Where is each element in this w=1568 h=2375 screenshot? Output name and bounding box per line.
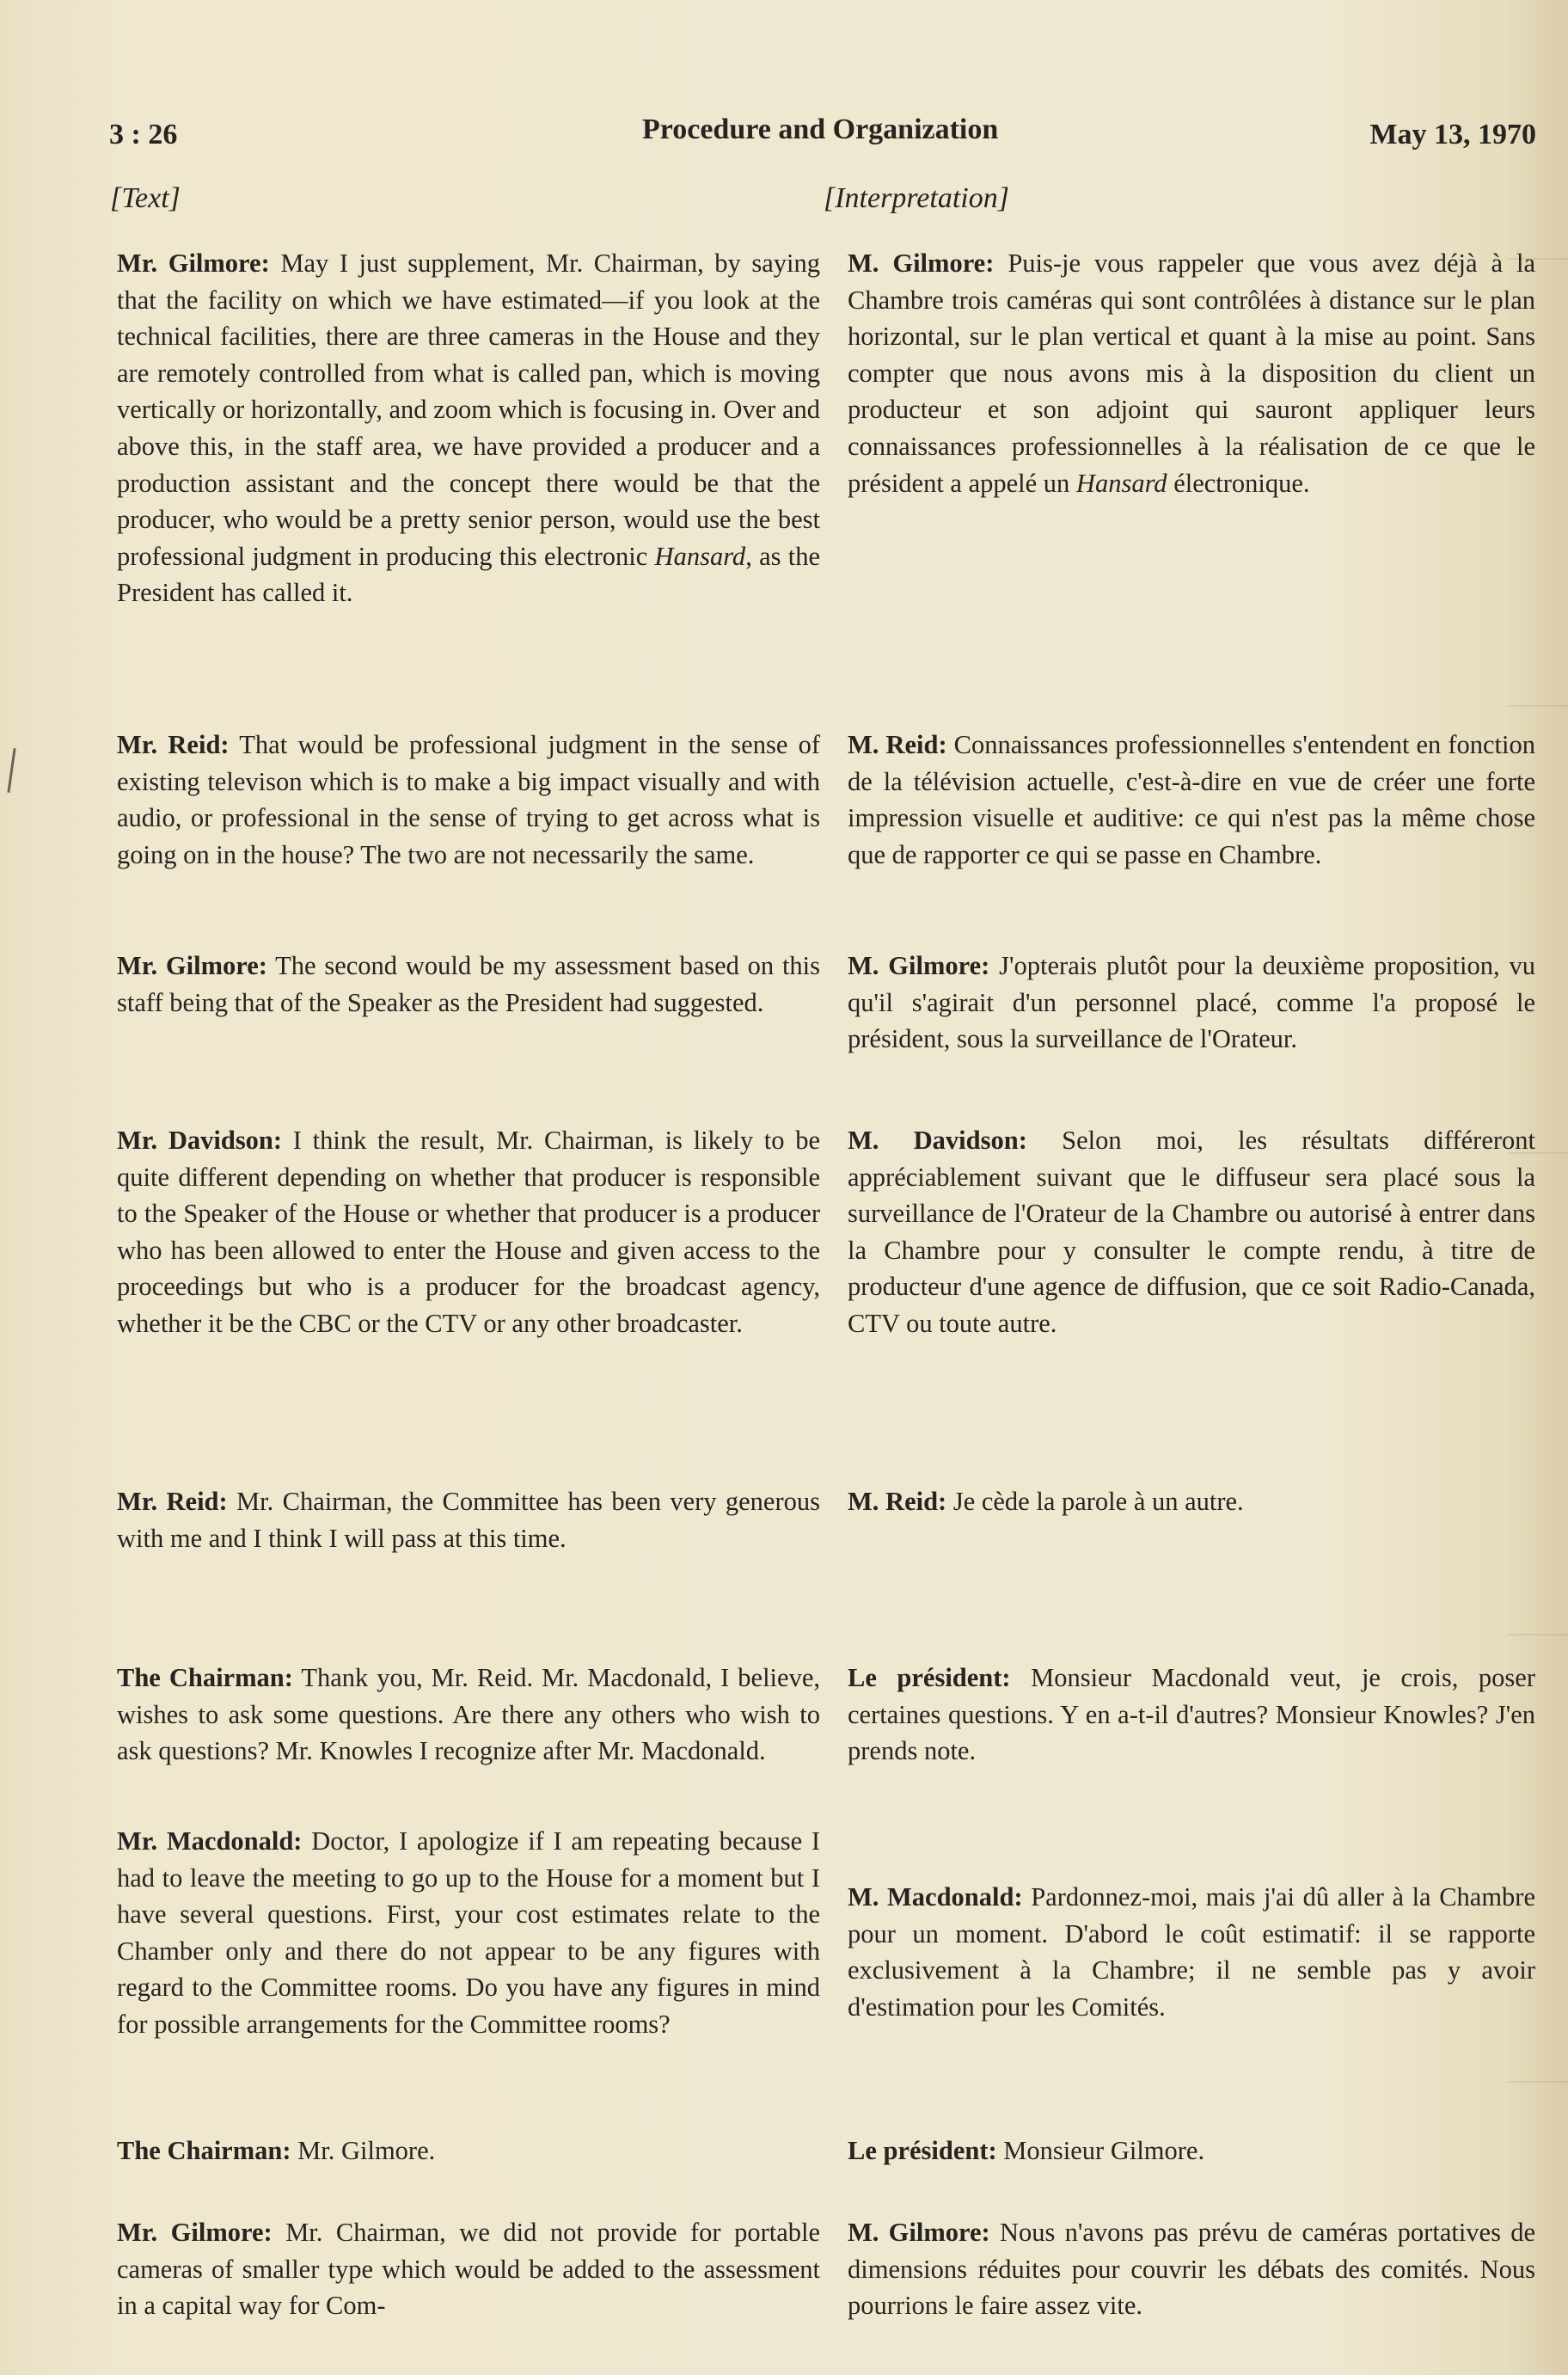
speaker-name: The Chairman: [117,2136,291,2165]
speaker-name: Le président: [848,2136,997,2165]
speech-paragraph [848,948,1535,1058]
speech-text: Mr. Chairman, the Committee has been very generous with me and I think I will pass at this time. [117,1487,820,1553]
show-through-line [1508,705,1568,707]
show-through-line [1508,1634,1568,1635]
speaker-name: Mr. Gilmore: [117,2218,273,2247]
speech-text: Puis-je vous rappeler que vous avez déjà à la Chambre trois caméras qui sont contrôlées à distance sur le plan horizontal, sur le plan vertical et quant à la mise au point. Sans compter que nous avons mis à la disposition du client un producteur et son adjoint qui sauront appliquer leurs connaissances professionnelles à la réalisation de ce que le président a appelé un [848,249,1536,498]
speech-paragraph [848,727,1535,873]
right-heading-text: Interpretation [835,182,998,214]
speech-text: Monsieur Gilmore. [1003,2136,1205,2165]
speaker-name: M. Macdonald: [848,1882,1023,1912]
speaker-name: The Chairman: [117,1663,293,1692]
show-through-line [1508,2081,1568,2083]
speech-text: Mr. Gilmore. [297,2136,436,2165]
left-column-heading: [Text] [110,182,181,214]
speech-paragraph [117,1483,820,1556]
speech-text: Doctor, I apologize if I am repeating because I had to leave the meeting to go up to the House for a moment but I have several questions. First, your cost estimates relate to the Chamber only and there do not appear to be any figures with regard to the Committee rooms. Do you have any figures in mind for possible arrangements for the Committee rooms? [117,1826,820,2039]
speech-paragraph [117,948,820,1021]
speech-paragraph [848,2214,1535,2324]
speech-text: Mr. Chairman, we did not provide for portable cameras of smaller type which would be added to the assessment in a capital way for Com- [117,2218,820,2321]
margin-mark [7,748,15,793]
left-heading-text: Text [121,182,169,214]
speaker-name: Mr. Macdonald: [117,1826,303,1856]
speech-paragraph [117,2214,820,2324]
speech-text-end: électronique. [1167,468,1310,498]
speech-paragraph [117,727,820,873]
speech-text: Monsieur Macdonald veut, je crois, poser certaines questions. Y en a-t-il d'autres? Monsieur Knowles? J'en prends note. [848,1663,1535,1766]
speaker-name: M. Reid: [848,1487,947,1516]
speaker-name: Mr. Gilmore: [117,249,270,278]
speech-text: J'opterais plutôt pour la deuxième proposition, vu qu'il s'agirait d'un personnel placé, comme l'a proposé le président, sous la surveillance de l'Orateur. [848,951,1536,1054]
speaker-name: M. Reid: [848,730,947,759]
speech-paragraph [117,1122,820,1342]
speaker-name: Mr. Gilmore: [117,951,267,980]
speaker-name: M. Gilmore: [848,951,990,980]
speech-text-end: , as the President has called it. [117,541,820,608]
speaker-name: Mr. Reid: [117,730,230,759]
speech-text: Selon moi, les résultats différeront appréciablement suivant que le diffuseur sera placé sous la surveillance de l'Orateur de la Chambre ou autorisé à entrer dans la Chambre pour y consulter le compte rendu, à titre de producteur d'une agence de diffusion, que ce soit Radio-Canada, CTV ou toute autre. [848,1126,1535,1338]
speech-paragraph [848,245,1535,501]
italic-term: Hansard [1075,468,1167,498]
session-date: May 13, 1970 [1369,119,1536,150]
speech-text: That would be professional judgment in the sense of existing televison which is to make a big impact visually and with audio, or professional in the sense of trying to get across what is going on in the house? The two are not necessarily the same. [117,730,821,869]
speech-text: Nous n'avons pas prévu de caméras portatives de dimensions réduites pour couvrir les débats des comités. Nous pourrions le faire assez vite. [848,2218,1536,2321]
running-header [109,114,1536,153]
speech-paragraph [848,2133,1535,2169]
speech-paragraph [848,1483,1535,1520]
italic-term: Hansard [654,541,746,571]
speech-paragraph [117,2133,820,2169]
speech-paragraph [117,1660,820,1770]
speech-paragraph [117,1823,820,2043]
speech-paragraph [117,245,820,611]
speech-paragraph [848,1879,1535,2025]
speaker-name: M. Gilmore: [848,249,995,278]
speech-text: Connaissances professionnelles s'entendent en fonction de la télévision actuelle, c'est-à-dire en vue de créer une forte impression visuelle et auditive: ce qui n'est pas la même chose que de rapporter ce qui se passe en Chambre. [848,730,1535,869]
speaker-name: M. Gilmore: [848,2218,990,2247]
speech-paragraph [848,1122,1535,1342]
speech-text: May I just supplement, Mr. Chairman, by saying that the facility on which we have estimated—if you look at the technical facilities, there are three cameras in the House and they are remotely controlled from what is called pan, which is moving vertically or horizontally, and zoom which is focusing in. Over and above this, in the staff area, we have provided a producer and a production assistant and the concept there would be that the producer, who would be a pretty senior person, would use the best professional judgment in producing this electronic [117,249,820,571]
speech-text: Pardonnez-moi, mais j'ai dû aller à la Chambre pour un moment. D'abord le coût estimatif: il se rapporte exclusivement à la Chambre; il ne semble pas y avoir d'estimation pour les Comités. [848,1882,1535,2022]
right-column-heading: [Interpretation] [824,182,1009,214]
speaker-name: Mr. Davidson: [117,1126,283,1155]
speaker-name: M. Davidson: [848,1126,1027,1155]
publication-title: Procedure and Organization [642,114,999,145]
speech-text: Thank you, Mr. Reid. Mr. Macdonald, I believe, wishes to ask some questions. Are there any others who wish to ask questions? Mr. Knowles I recognize after Mr. Macdonald. [117,1663,820,1766]
speech-paragraph [848,1660,1535,1770]
page-number: 3 : 26 [109,119,178,150]
speaker-name: Mr. Reid: [117,1487,228,1516]
speaker-name: Le président: [848,1663,1011,1692]
speech-text: Je cède la parole à un autre. [952,1487,1244,1516]
speech-text: I think the result, Mr. Chairman, is likely to be quite different depending on whether that producer is responsible to the Speaker of the House or whether that producer is a producer who has been allowed to enter the House and given access to the proceedings but who is a producer for the broadcast agency, whether it be the CBC or the CTV or any other broadcaster. [117,1126,820,1338]
speech-text: The second would be my assessment based on this staff being that of the Speaker as the President had suggested. [117,951,821,1017]
